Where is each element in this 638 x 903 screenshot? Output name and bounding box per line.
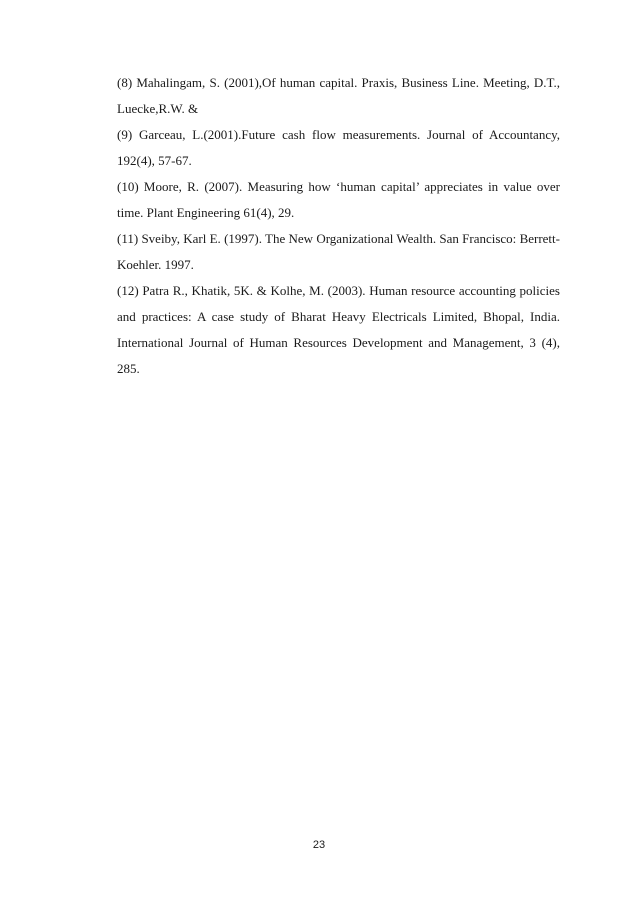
reference-item: (8) Mahalingam, S. (2001),Of human capital. Praxis, Business Line. Meeting, D.T., Luecke,R.W. & <box>117 75 560 116</box>
page-number: 23 <box>312 839 326 851</box>
reference-item: (10) Moore, R. (2007). Measuring how ‘human capital’ appreciates in value over time. Plant Engineering 61(4), 29. <box>117 179 560 220</box>
reference-item: (9) Garceau, L.(2001).Future cash flow measurements. Journal of Accountancy, 192(4), 57-67. <box>117 127 560 168</box>
reference-item: (11) Sveiby, Karl E. (1997). The New Organizational Wealth. San Francisco: Berrett-Koehler. 1997. <box>117 231 560 272</box>
reference-list <box>117 70 560 382</box>
reference-item: (12) Patra R., Khatik, 5K. & Kolhe, M. (2003). Human resource accounting policies and practices: A case study of Bharat Heavy Electricals Limited, Bhopal, India. International Journal of Human Resources Development and Management, 3 (4), 285. <box>117 283 560 376</box>
